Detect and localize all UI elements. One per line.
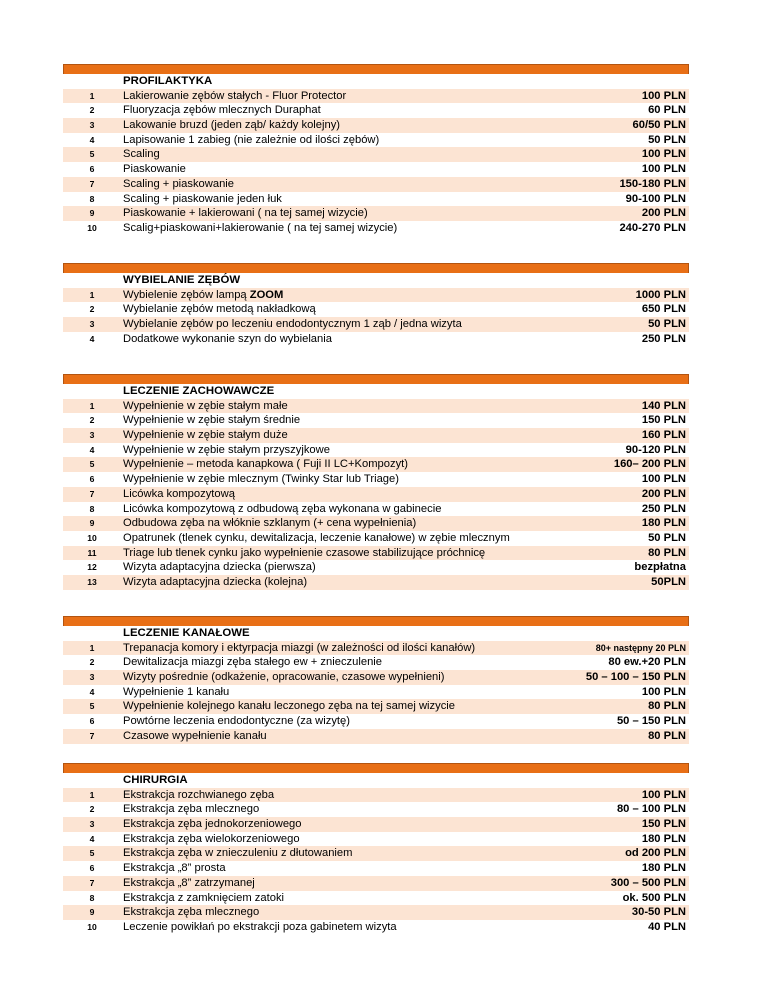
service-price: 150-180 PLN: [619, 177, 686, 190]
price-row: [63, 177, 689, 192]
service-price: 100 PLN: [641, 473, 686, 486]
price-row: [63, 802, 689, 817]
service-name: Wypełnienie w zębie mlecznym (Twinky Star lub Triage): [123, 473, 399, 486]
price-row: [63, 846, 689, 861]
service-price: 80 PLN: [648, 546, 686, 559]
service-name: Wizyta adaptacyjna dziecka (kolejna): [123, 575, 308, 588]
row-number: 3: [89, 319, 95, 330]
row-number: 5: [89, 848, 95, 859]
service-name: Triage lub tlenek cynku jako wypełnienie czasowe stabilizujące próchnicę: [123, 546, 486, 559]
service-price: 80 PLN: [648, 700, 686, 713]
row-number: 12: [87, 562, 97, 573]
service-price: 160– 200 PLN: [613, 458, 686, 471]
service-name: Scaling: [123, 148, 160, 161]
price-row: [63, 428, 689, 443]
service-price: 60/50 PLN: [632, 119, 686, 132]
service-name: Dodatkowe wykonanie szyn do wybielania: [123, 332, 332, 345]
service-name: Trepanacja komory i ektyrpacja miazgi (w zależności od ilości kanałów): [123, 641, 476, 654]
price-row: [63, 861, 689, 876]
service-price: 180 PLN: [641, 832, 686, 845]
service-price: ok. 500 PLN: [622, 891, 686, 904]
service-price: 150 PLN: [641, 818, 686, 831]
section-leczenie-kana-owe: [63, 616, 689, 744]
service-price: 50 – 150 PLN: [616, 715, 686, 728]
section-header-bar: [63, 374, 689, 384]
section-header-bar: [63, 616, 689, 626]
row-number: 9: [89, 907, 95, 918]
service-price: 300 – 500 PLN: [610, 876, 686, 889]
service-price: 250 PLN: [641, 502, 686, 515]
price-row: [63, 487, 689, 502]
section-wybielanie-z-b-w: [63, 263, 689, 346]
price-row: [63, 133, 689, 148]
service-name: Piaskowanie + lakierowani ( na tej samej wizycie): [123, 207, 368, 220]
row-number: 11: [87, 547, 97, 558]
section-header-bar: [63, 763, 689, 773]
row-number: 3: [89, 430, 95, 441]
section-title-row: [63, 384, 689, 399]
section-profilaktyka: [63, 64, 689, 236]
service-name: Wypełnienie w zębie stałym przyszyjkowe: [123, 443, 330, 456]
price-row: [63, 729, 689, 744]
service-price: 180 PLN: [641, 862, 686, 875]
service-name: Fluoryzacja zębów mlecznych Duraphat: [123, 104, 321, 117]
service-price: 30-50 PLN: [631, 906, 686, 919]
service-price: 50 PLN: [648, 318, 686, 331]
row-number: 3: [89, 819, 95, 830]
service-price: 40 PLN: [648, 920, 686, 933]
price-row: [63, 147, 689, 162]
service-name: Wypełnienie w zębie stałym małe: [123, 399, 288, 412]
service-name: Ekstrakcja „8” zatrzymanej: [123, 876, 255, 889]
service-name: Lakowanie bruzd (jeden ząb/ każdy kolejny): [123, 119, 341, 132]
service-price: 80 – 100 PLN: [616, 803, 686, 816]
service-name: Dewitalizacja miazgi zęba stałego ew + znieczulenie: [123, 656, 383, 669]
price-row: [63, 399, 689, 414]
row-number: 5: [89, 149, 95, 160]
row-number: 4: [89, 833, 95, 844]
service-name: Leczenie powikłań po ekstrakcji poza gabinetem wizyta: [123, 920, 397, 933]
row-number: 10: [87, 921, 97, 932]
price-row: [63, 103, 689, 118]
row-number: 9: [89, 518, 95, 529]
row-number: 6: [89, 863, 95, 874]
section-title: PROFILAKTYKA: [123, 75, 213, 87]
price-row: [63, 302, 689, 317]
section-leczenie-zachowawcze: [63, 374, 689, 590]
service-price: 100 PLN: [641, 163, 686, 176]
row-number: 3: [89, 672, 95, 683]
service-price: 180 PLN: [641, 517, 686, 530]
service-name: Ekstrakcja z zamknięciem zatoki: [123, 891, 285, 904]
service-name: Scalig+piaskowani+lakierowanie ( na tej samej wizycie): [123, 221, 398, 234]
row-number: 10: [87, 532, 97, 543]
service-price: 160 PLN: [641, 429, 686, 442]
service-name: Wypełnienie w zębie stałym duże: [123, 429, 288, 442]
service-price: 100 PLN: [641, 685, 686, 698]
section-title: WYBIELANIE ZĘBÓW: [123, 274, 241, 286]
service-name: Opatrunek (tlenek cynku, dewitalizacja, leczenie kanałowe) w zębie mlecznym: [123, 531, 510, 544]
section-title: CHIRURGIA: [123, 774, 188, 786]
service-price: 50 – 100 – 150 PLN: [585, 671, 686, 684]
service-name: Wybielenie zębów lampą ZOOM: [123, 288, 284, 301]
price-row: [63, 413, 689, 428]
service-name: Licówka kompozytową: [123, 487, 235, 500]
service-name: Ekstrakcja zęba mlecznego: [123, 803, 260, 816]
row-number: 2: [89, 657, 95, 668]
row-number: 1: [89, 789, 95, 800]
service-price: 50 PLN: [648, 133, 686, 146]
row-number: 2: [89, 415, 95, 426]
service-name: Wizyty pośrednie (odkażenie, opracowanie, czasowe wypełnieni): [123, 671, 445, 684]
service-price: 80 ew.+20 PLN: [608, 656, 686, 669]
price-row: [63, 920, 689, 935]
price-row: [63, 685, 689, 700]
row-number: 6: [89, 164, 95, 175]
price-row: [63, 876, 689, 891]
price-row: [63, 905, 689, 920]
row-number: 4: [89, 444, 95, 455]
row-number: 10: [87, 222, 97, 233]
row-number: 8: [89, 892, 95, 903]
price-row: [63, 221, 689, 236]
service-price: 100 PLN: [641, 148, 686, 161]
row-number: 9: [89, 208, 95, 219]
service-name: Wypełnienie w zębie stałym średnie: [123, 414, 301, 427]
service-price: bezpłatna: [634, 561, 686, 574]
service-name: Scaling + piaskowanie: [123, 177, 235, 190]
service-name: Wybielanie zębów metodą nakładkową: [123, 303, 316, 316]
row-number: 7: [89, 877, 95, 888]
service-name: Powtórne leczenia endodontyczne (za wizytę): [123, 715, 350, 728]
price-row: [63, 288, 689, 303]
service-name: Ekstrakcja „8” prosta: [123, 862, 226, 875]
price-row: [63, 641, 689, 656]
service-price: 650 PLN: [641, 303, 686, 316]
row-number: 6: [89, 716, 95, 727]
price-row: [63, 472, 689, 487]
price-row: [63, 443, 689, 458]
price-row: [63, 788, 689, 803]
row-number: 7: [89, 730, 95, 741]
service-price: 1000 PLN: [635, 288, 686, 301]
section-title-row: [63, 626, 689, 641]
service-price: 140 PLN: [641, 399, 686, 412]
service-name: Wizyta adaptacyjna dziecka (pierwsza): [123, 561, 316, 574]
service-name: Wypełnienie – metoda kanapkowa ( Fuji II LC+Kompozyt): [123, 458, 409, 471]
row-number: 2: [89, 804, 95, 815]
price-row: [63, 332, 689, 347]
row-number: 1: [89, 400, 95, 411]
price-row: [63, 457, 689, 472]
row-number: 4: [89, 333, 95, 344]
service-name: Scaling + piaskowanie jeden łuk: [123, 192, 282, 205]
service-name: Czasowe wypełnienie kanału: [123, 729, 267, 742]
service-name: Wypełnienie 1 kanału: [123, 685, 230, 698]
service-price: 100 PLN: [641, 788, 686, 801]
section-header-bar: [63, 64, 689, 74]
service-name: Ekstrakcja zęba wielokorzeniowego: [123, 832, 300, 845]
service-name: Ekstrakcja zęba jednokorzeniowego: [123, 818, 302, 831]
service-price: 90-120 PLN: [625, 443, 686, 456]
price-row: [63, 655, 689, 670]
price-row: [63, 531, 689, 546]
row-number: 3: [89, 120, 95, 131]
service-name: Lakierowanie zębów stałych - Fluor Protector: [123, 89, 347, 102]
row-number: 5: [89, 459, 95, 470]
service-price: 50 PLN: [648, 531, 686, 544]
service-name: Ekstrakcja zęba w znieczuleniu z dłutowaniem: [123, 847, 353, 860]
price-row: [63, 560, 689, 575]
price-row: [63, 714, 689, 729]
service-name-emphasis: ZOOM: [249, 288, 284, 301]
price-row: [63, 118, 689, 133]
service-price: 80 PLN: [648, 729, 686, 742]
service-price: 60 PLN: [648, 104, 686, 117]
price-row: [63, 891, 689, 906]
row-number: 4: [89, 134, 95, 145]
price-row: [63, 546, 689, 561]
service-name: Wypełnienie kolejnego kanału leczonego zęba na tej samej wizycie: [123, 700, 455, 713]
service-price: od 200 PLN: [625, 847, 686, 860]
price-row: [63, 699, 689, 714]
service-price: 100 PLN: [641, 89, 686, 102]
row-number: 1: [89, 289, 95, 300]
price-row: [63, 502, 689, 517]
price-row: [63, 162, 689, 177]
section-header-bar: [63, 263, 689, 273]
row-number: 5: [89, 701, 95, 712]
service-price: 80+ następny 20 PLN: [595, 642, 686, 653]
price-row: [63, 832, 689, 847]
row-number: 7: [89, 178, 95, 189]
service-name: Wybielanie zębów po leczeniu endodontycznym 1 ząb / jedna wizyta: [123, 318, 462, 331]
row-number: 1: [89, 90, 95, 101]
price-row: [63, 817, 689, 832]
row-number: 1: [89, 642, 95, 653]
section-chirurgia: [63, 763, 689, 935]
row-number: 7: [89, 488, 95, 499]
section-title-row: [63, 74, 689, 89]
service-price: 200 PLN: [641, 207, 686, 220]
service-name: Ekstrakcja zęba mlecznego: [123, 906, 260, 919]
price-row: [63, 317, 689, 332]
service-price: 90-100 PLN: [625, 192, 686, 205]
row-number: 8: [89, 503, 95, 514]
price-row: [63, 89, 689, 104]
service-price: 150 PLN: [641, 414, 686, 427]
row-number: 2: [89, 304, 95, 315]
price-row: [63, 206, 689, 221]
row-number: 6: [89, 474, 95, 485]
section-title-row: [63, 273, 689, 288]
service-name: Licówka kompozytową z odbudową zęba wykonana w gabinecie: [123, 502, 442, 515]
price-row: [63, 575, 689, 590]
service-name: Piaskowanie: [123, 163, 186, 176]
service-name: Odbudowa zęba na włóknie szklanym (+ cena wypełnienia): [123, 517, 417, 530]
price-row: [63, 192, 689, 207]
section-title: LECZENIE ZACHOWAWCZE: [123, 385, 275, 397]
service-price: 50PLN: [651, 575, 686, 588]
price-row: [63, 670, 689, 685]
service-name: Lapisowanie 1 zabieg (nie zależnie od ilości zębów): [123, 133, 380, 146]
service-price: 250 PLN: [641, 332, 686, 345]
row-number: 2: [89, 105, 95, 116]
row-number: 8: [89, 193, 95, 204]
section-title: LECZENIE KANAŁOWE: [123, 627, 250, 639]
section-title-row: [63, 773, 689, 788]
row-number: 13: [87, 576, 97, 587]
service-price: 200 PLN: [641, 487, 686, 500]
price-row: [63, 516, 689, 531]
service-name: Ekstrakcja rozchwianego zęba: [123, 788, 275, 801]
row-number: 4: [89, 686, 95, 697]
service-price: 240-270 PLN: [619, 221, 686, 234]
